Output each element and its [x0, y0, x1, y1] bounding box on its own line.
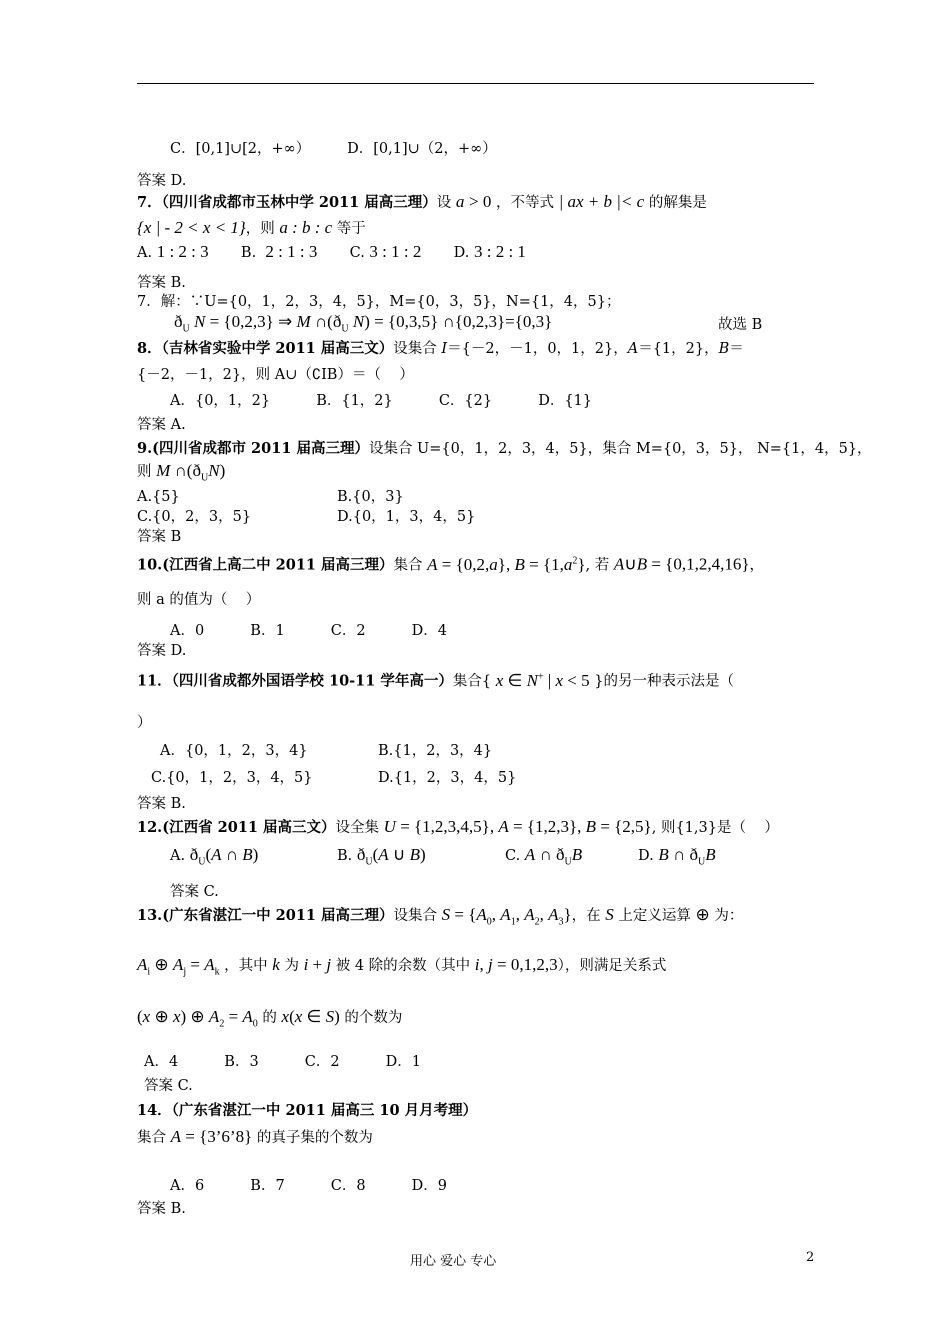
q13-text-2: $A_i$ ⊕ $A_j = A_k$ ，其中 k 为 i + j 被 4 除的余数（其中 i, j = 0,1,2,3），则满足关系式 [137, 955, 667, 978]
q14-options: A．6 B．7 C．8 D．9 [170, 1178, 448, 1194]
q8-text: 8．（吉林省实验中学 2011 届高三文）设集合 I＝{－2，－1，0，1，2}，A＝{1，2}，B＝ [137, 340, 744, 357]
q13-text: 13.(广东省湛江一中 2011 届高三理）设集合 $S = \{A_0$, $A_1$, $A_2$, $A_3$}，在 S 上定义运算 ⊕ 为： [137, 905, 744, 928]
solution-7: 7．解：∵U={0，1，2，3，4，5}，M={0，3，5}，N={1，4，5}； [137, 294, 621, 310]
q7-text-2: {x | - 2 < x < 1}，则 a : b : c 等于 [137, 218, 366, 237]
answer-6: 答案 D. [137, 173, 187, 189]
q9-option-b: B.{0，3} [337, 489, 404, 505]
q7-text: 7．（四川省成都市玉林中学 2011 届高三理）设 a > 0 ，不等式 | ax + b |< c 的解集是 [137, 192, 707, 211]
q11-option-a: A．{0，1，2，3，4} [160, 743, 308, 759]
q10-options: A．0 B．1 C．2 D．4 [170, 623, 448, 639]
q13-text-3: (x ⊕ x) ⊕ $A_2 = A_0$ 的 x(x ∈ S) 的个数为 [137, 1007, 403, 1030]
q12-option-b: B. $ð_U(A$ ∪ B) [337, 845, 426, 868]
q11-text: 11．（四川省成都外国语学校 10-11 学年高一）集合{ x ∈ N+ | x < 5 }的另一种表示法是（ [137, 670, 734, 690]
q12-option-c: C. A ∩ $ð_UB$ [505, 845, 583, 868]
q11-option-b: B.{1，2，3，4} [378, 743, 493, 759]
answer-9: 答案 B [137, 529, 182, 545]
solution-7-formula: $ð_U$ N = {0,2,3} ⇒ M $\cap(ð_U$ N) = {0,3,5} ∩{0,2,3}={0,3} [174, 312, 553, 335]
answer-12: 答案 C. [170, 884, 219, 900]
q9-option-c: C.{0，2，3，5} [137, 509, 252, 525]
q14-text: 集合 A = {3’6’8} 的真子集的个数为 [137, 1127, 373, 1146]
q11-option-d: D.{1，2，3，4，5} [378, 770, 517, 786]
q12-option-a: A. $ð_U(A$ ∩ B) [170, 845, 259, 868]
answer-11: 答案 B. [137, 796, 186, 812]
q12-option-d: D. B ∩ $ð_UB$ [638, 845, 716, 868]
answer-13: 答案 C. [144, 1078, 193, 1094]
q11-option-c: C.{0，1，2，3，4，5} [151, 770, 313, 786]
q13-options: A．4 B．3 C．2 D．1 [144, 1054, 422, 1070]
answer-10: 答案 D. [137, 643, 187, 659]
header-rule [137, 83, 814, 84]
answer-8: 答案 A. [137, 417, 186, 433]
q14-source: 14．（广东省湛江一中 2011 届高三 10 月月考理） [137, 1102, 478, 1119]
options-prev: C．[0,1]∪[2，+∞） D．[0,1]∪（2，+∞） [170, 141, 497, 157]
q10-text-2: 则 a 的值为（ ） [137, 592, 261, 608]
q9-text-2: 则 M $\cap(ð_UN)$ [137, 461, 226, 484]
q12-text: 12.(江西省 2011 届高三文）设全集 U = {1,2,3,4,5}, A = {1,2,3}, B = {2,5}, 则{1,3}是（ ） [137, 817, 779, 836]
q10-text: 10.(江西省上高二中 2011 届高三理）集合 A = {0,2,a}, $B = \{1,a^2\}$, 若 A∪B = {0,1,2,4,16}， [137, 554, 765, 574]
q8-options: A．{0，1，2} B．{1，2} C．{2} D．{1} [170, 393, 593, 409]
q11-text-2: ） [137, 715, 152, 731]
q9-option-a: A.{5} [137, 489, 180, 505]
answer-14: 答案 B. [137, 1201, 186, 1217]
q7-options: A. 1 : 2 : 3 B. 2 : 1 : 3 C. 3 : 1 : 2 D. 3 : 2 : 1 [137, 242, 526, 261]
q8-text-2: {－2，－1，2}，则 A∪（∁IB）＝（ ） [137, 367, 414, 383]
q9-option-d: D.{0，1，3，4，5} [337, 509, 476, 525]
page-number: 2 [806, 1250, 815, 1265]
footer-motto: 用心 爱心 专心 [410, 1254, 497, 1269]
q9-text: 9.(四川省成都市 2011 届高三理）设集合 U={0，1，2，3，4，5}，集合 M={0，3，5}， N={1，4，5}， [137, 440, 872, 457]
solution-7-conclusion: 故选 B [718, 317, 763, 333]
answer-7: 答案 B. [137, 275, 186, 291]
